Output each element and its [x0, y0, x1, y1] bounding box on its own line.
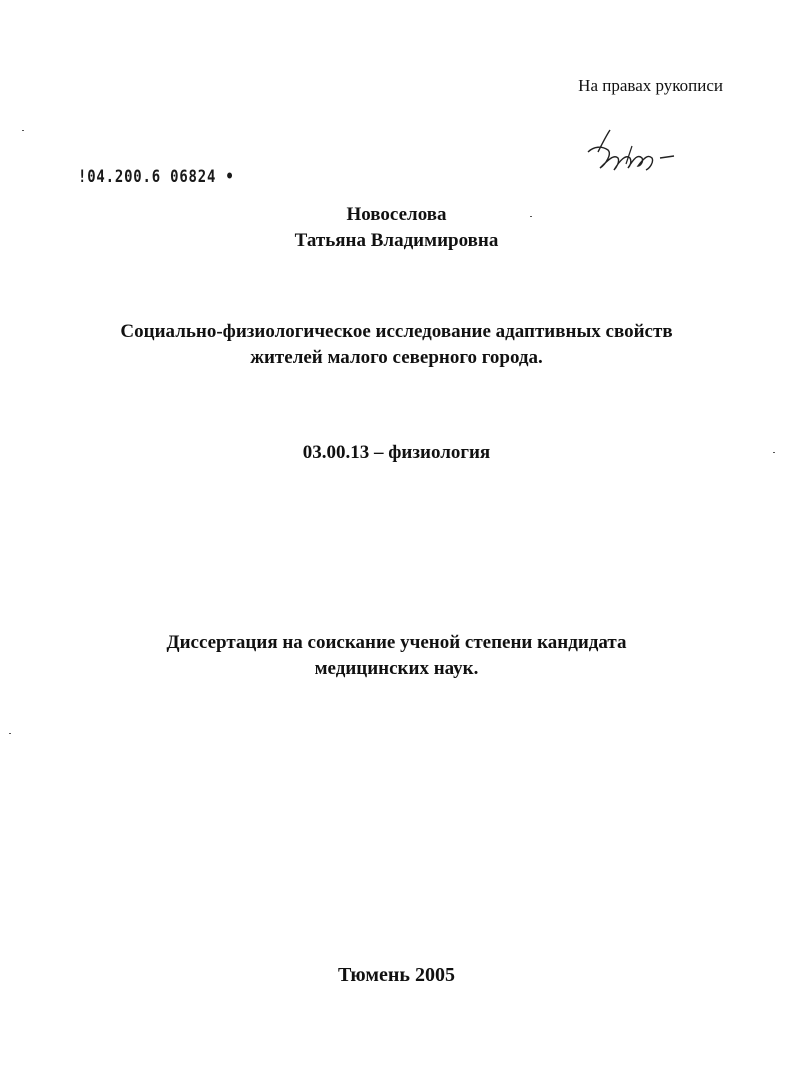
- scan-speck: [773, 452, 775, 453]
- scan-speck: [22, 130, 24, 131]
- library-catalog-number: !04.200.6 06824 •: [78, 167, 235, 187]
- degree-statement-line2: медицинских наук.: [314, 658, 479, 679]
- handwritten-signature-icon: [580, 124, 680, 180]
- specialty-code: 03.00.13 – физиология: [302, 442, 491, 463]
- author-name: Татьяна Владимировна: [294, 230, 499, 251]
- rights-note: На правах рукописи: [578, 76, 723, 95]
- scan-speck: [530, 216, 532, 217]
- city-and-year: Тюмень 2005: [338, 964, 455, 986]
- dissertation-title-line1: Социально-физиологическое исследование адаптивных свойств: [120, 321, 673, 342]
- dissertation-title-line2: жителей малого северного города.: [250, 347, 543, 368]
- degree-statement-line1: Диссертация на соискание ученой степени кандидата: [166, 632, 627, 653]
- scan-speck: [9, 733, 11, 734]
- author-surname: Новоселова: [346, 204, 447, 225]
